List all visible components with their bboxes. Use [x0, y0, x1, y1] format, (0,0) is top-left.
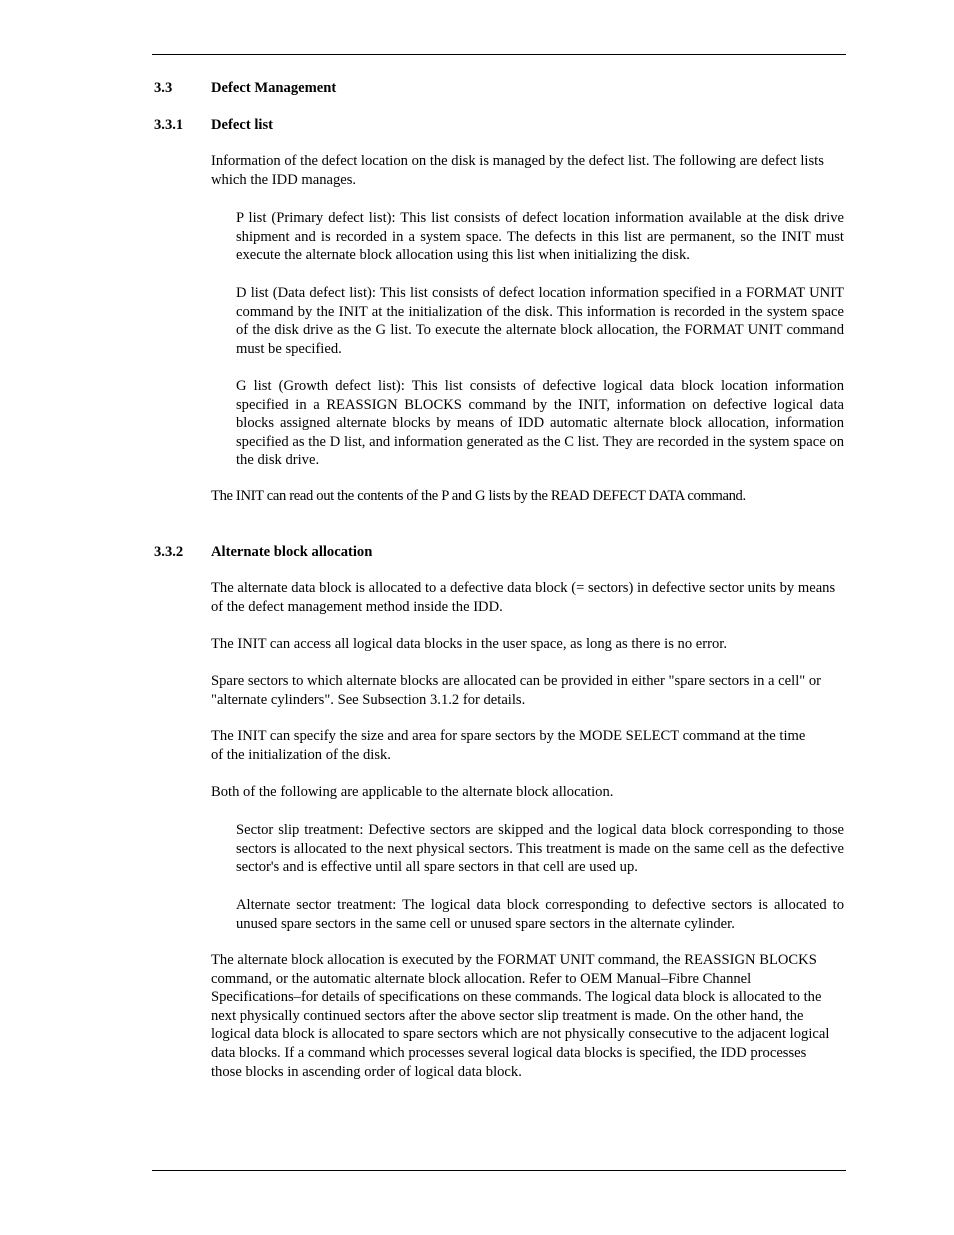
p-list-description: P list (Primary defect list): This list consists of defect location information available at the disk drive shipment and is recorded in a system space. The defects in this list are permanent, so the INIT must execute the alternate block allocation using this list when initializing the disk. [236, 210, 844, 264]
g-list-description: G list (Growth defect list): This list consists of defective logical data block location information specified in a REASSIGN BLOCKS command by the INIT, information on defective logical data blocks assigned alternate blocks by means of IDD automatic alternate block allocation, information specified as the D list, and information generated as the C list. They are recorded in the system space on the disk drive. [236, 378, 844, 469]
paragraph: The alternate data block is allocated to a defective data block (= sectors) in defective sector units by means of the defect management method inside the IDD. [211, 580, 836, 615]
d-list-description: D list (Data defect list): This list consists of defect location information specified in a FORMAT UNIT command by the INIT at the initialization of the disk. This information is recorded in the system space of the disk drive as the G list. To execute the alternate block allocation, the FORMAT UNIT command must be specified. [236, 285, 844, 357]
header-rule [152, 54, 846, 55]
alternate-sector-description: Alternate sector treatment: The logical data block corresponding to defective sectors is allocated to unused spare sectors in the same cell or unused spare sectors in the alternate cylinder. [236, 897, 844, 932]
defect-list-intro: Information of the defect location on the disk is managed by the defect list. The following are defect lists which the IDD manages. [211, 153, 824, 188]
paragraph: Both of the following are applicable to the alternate block allocation. [211, 784, 614, 800]
footer-rule [152, 1170, 846, 1171]
subsection-title: Alternate block allocation [211, 544, 373, 560]
subsection-number: 3.3.2 [154, 544, 184, 560]
paragraph: The INIT can access all logical data blocks in the user space, as long as there is no error. [211, 636, 727, 652]
section-number: 3.3 [154, 80, 173, 96]
alternate-allocation-closing: The alternate block allocation is executed by the FORMAT UNIT command, the REASSIGN BLOCKS command, or the automatic alternate block allocation. Refer to OEM Manual–Fibre Channel Specifications–for details of specifications on these commands. The logical data block is allocated to the next physically continued sectors after the above sector slip treatment is made. On the other hand, the logical data block is allocated to spare sectors which are not physically consecutive to the adjacent logical data blocks. If a command which processes several logical data blocks is specified, the IDD processes those blocks in ascending order of logical data block. [211, 952, 830, 1080]
paragraph: The INIT can specify the size and area for spare sectors by the MODE SELECT command at the time of the initialization of the disk. [211, 728, 806, 763]
defect-list-closing: The INIT can read out the contents of the P and G lists by the READ DEFECT DATA command. [211, 488, 746, 504]
paragraph: Spare sectors to which alternate blocks are allocated can be provided in either "spare sectors in a cell" or "alternate cylinders". See Subsection 3.1.2 for details. [211, 673, 822, 708]
sector-slip-description: Sector slip treatment: Defective sectors are skipped and the logical data block corresponding to those sectors is allocated to the next physical sectors. This treatment is made on the same cell as the defective sector's and is effective until all spare sectors in that cell are used up. [236, 822, 844, 876]
section-title: Defect Management [211, 80, 337, 96]
subsection-number: 3.3.1 [154, 117, 184, 133]
subsection-title: Defect list [211, 117, 273, 133]
